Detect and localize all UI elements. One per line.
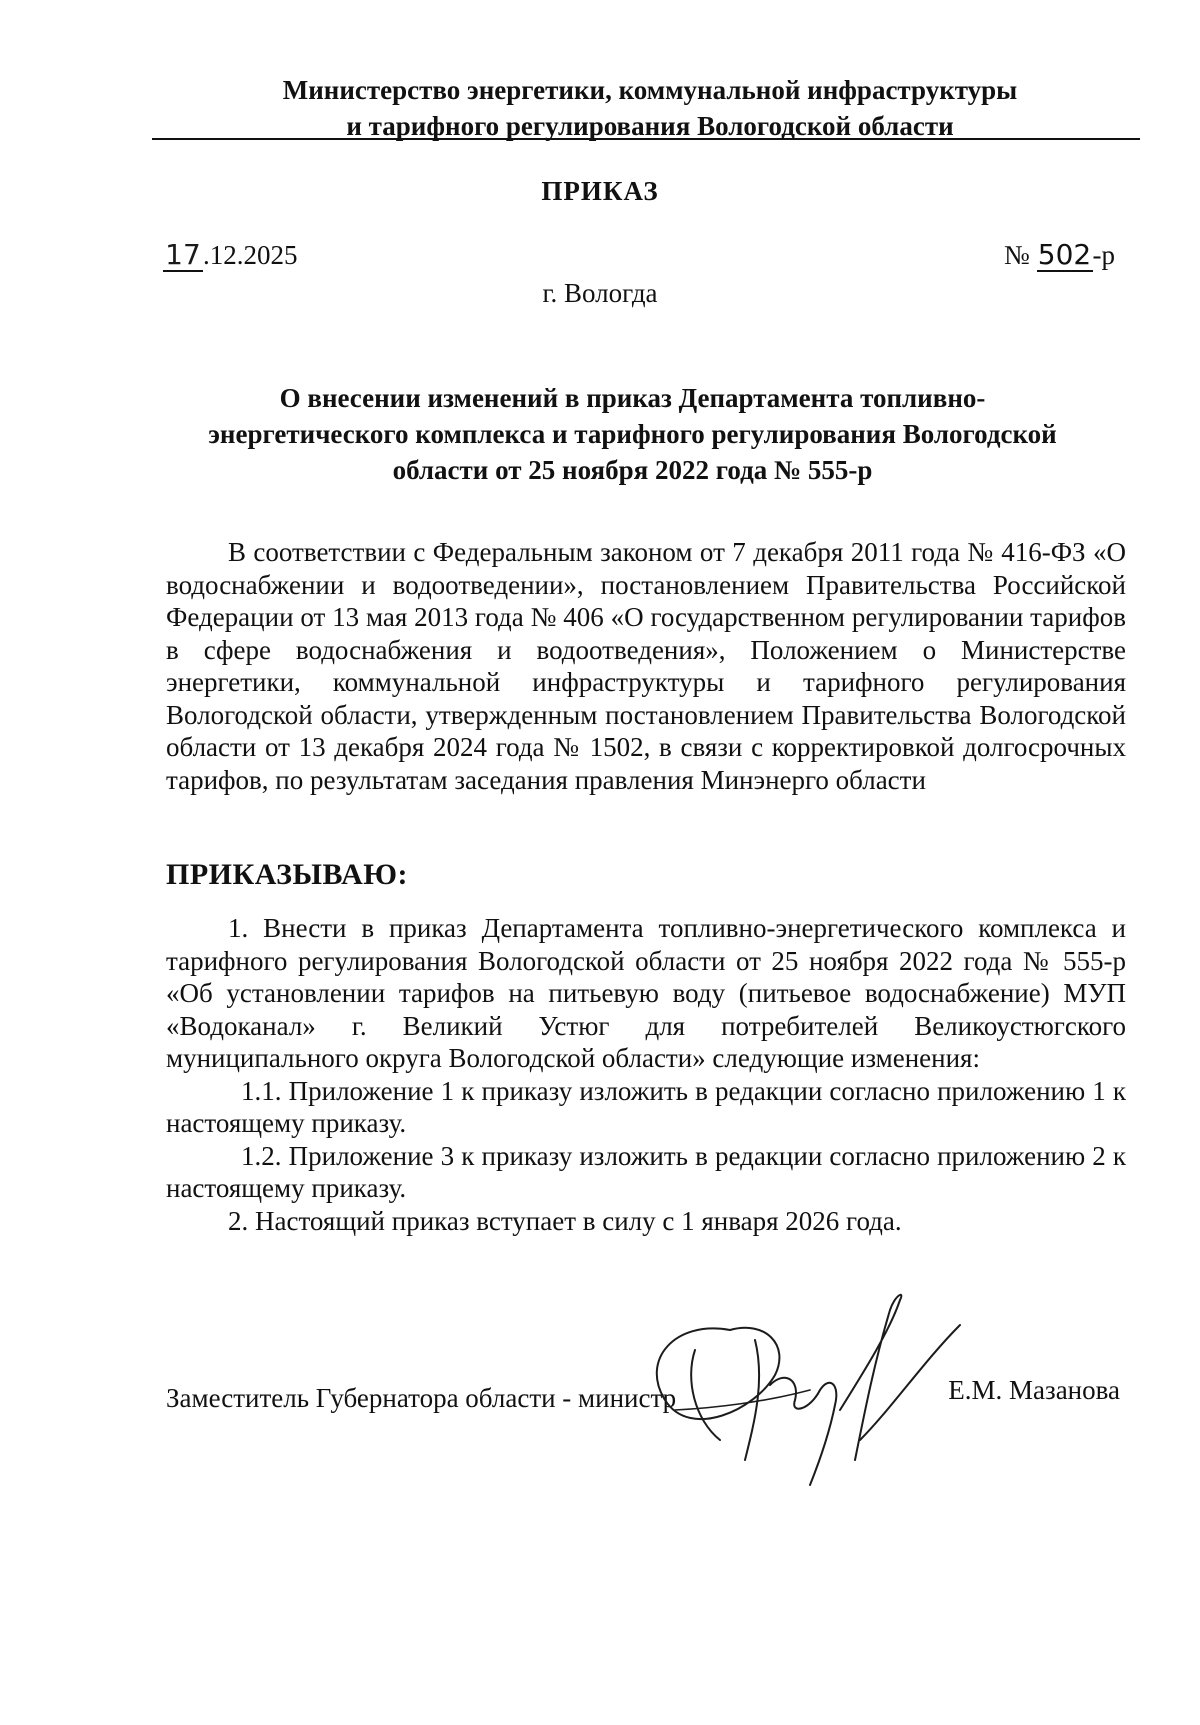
signer-position: Заместитель Губернатора области - министр [166, 1383, 677, 1413]
document-city: г. Вологда [542, 278, 658, 308]
number-value-handwritten: 502 [1037, 238, 1092, 271]
document-number [1004, 240, 1115, 272]
number-sign: № [1003, 240, 1030, 270]
preamble-section [166, 536, 1126, 796]
item-2: 2. Настоящий приказ вступает в силу с 1 января 2026 года. [228, 1205, 902, 1236]
item-1-2: 1.2. Приложение 3 к приказу изложить в редакции согласно приложению 2 к настоящему приказу. [166, 1140, 1126, 1203]
header-divider [152, 138, 1140, 140]
item-1: 1. Внести в приказ Департамента топливно-энергетического комплекса и тарифного регулирования Вологодской области от 25 ноября 2022 года № 555-р «Об установлении тарифов на питьевую воду (питьевое водоснабжение) МУП «Водоканал» г. Великий Устюг для потребителей Великоустюгского муниципального округа Вологодской области» следующие изменения: [166, 913, 1126, 1073]
ministry-header [150, 72, 1150, 144]
signer-name: Е.М. Мазанова [948, 1375, 1120, 1405]
title-line-3: области от 25 ноября 2022 года № 555-р [392, 455, 873, 485]
document-type: ПРИКАЗ [541, 176, 659, 206]
document-date [163, 240, 298, 272]
signature-strokes [657, 1295, 960, 1485]
order-items [166, 912, 1126, 1237]
order-word: ПРИКАЗЫВАЮ: [166, 858, 409, 891]
number-suffix: -р [1092, 240, 1115, 270]
ministry-line-1: Министерство энергетики, коммунальной инфраструктуры [282, 75, 1018, 105]
preamble-paragraph: В соответствии с Федеральным законом от 7 декабря 2011 года № 416-ФЗ «О водоснабжении и водоотведении», постановлением Правительства Российской Федерации от 13 мая 2013 года № 406 «О государственном регулировании тарифов в сфере водоснабжения и водоотведения», Положением о Министерстве энергетики, коммунальной инфраструктуры и тарифного регулирования Вологодской области, утвержденным постановлением Правительства Вологодской области от 13 декабря 2024 года № 1502, в связи с корректировкой долгосрочных тарифов, по результатам заседания правления Минэнерго области [166, 537, 1126, 795]
document-title [170, 380, 1095, 488]
handwritten-signature [635, 1290, 965, 1490]
title-line-2: энергетического комплекса и тарифного регулирования Вологодской [208, 419, 1057, 449]
ministry-line-2: и тарифного регулирования Вологодской области [346, 111, 954, 141]
title-line-1: О внесении изменений в приказ Департамента топливно- [279, 383, 986, 413]
date-day-handwritten: 17 [163, 242, 203, 272]
date-month-year: .12.2025 [203, 240, 298, 270]
item-1-1: 1.1. Приложение 1 к приказу изложить в редакции согласно приложению 1 к настоящему приказу. [166, 1075, 1126, 1138]
